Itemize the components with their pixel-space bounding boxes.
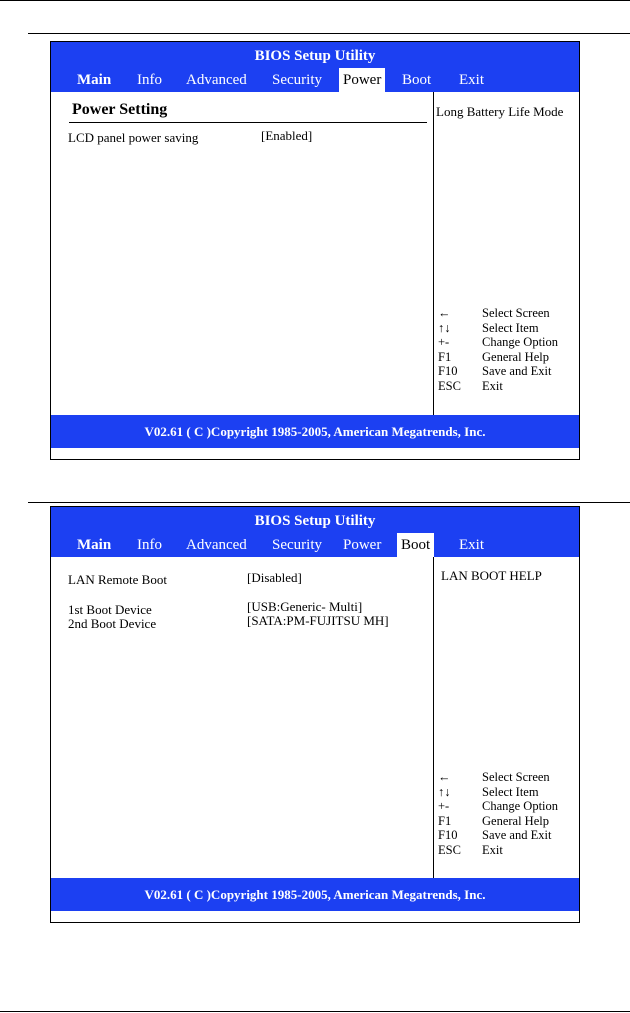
key-desc: Exit <box>482 378 503 393</box>
setting-label: 2nd Boot Device <box>68 616 157 631</box>
key-legend <box>438 770 558 858</box>
tab-main[interactable]: Main <box>77 537 112 553</box>
menu-bar <box>51 68 579 92</box>
key-desc: General Help <box>482 349 549 364</box>
key-esc: ESC <box>438 378 461 393</box>
key-desc: Save and Exit <box>482 364 552 379</box>
tab-security[interactable]: Security <box>272 537 322 553</box>
key-desc: Select Screen <box>482 306 550 320</box>
key-f1: F1 <box>438 349 452 364</box>
setting-value[interactable]: [Enabled] <box>261 128 313 143</box>
key-plus-minus: +- <box>438 335 450 350</box>
key-desc: Save and Exit <box>482 828 552 843</box>
menu-bar <box>51 533 579 557</box>
key-desc: General Help <box>482 813 549 828</box>
key-plus-minus: +- <box>438 799 450 814</box>
section-underline <box>69 122 427 123</box>
key-desc: Change Option <box>482 335 559 350</box>
content-area <box>51 557 579 878</box>
left-arrow-icon: ← <box>438 306 451 320</box>
tab-info[interactable]: Info <box>137 537 162 553</box>
key-esc: ESC <box>438 842 461 857</box>
section-title: Power Setting <box>72 101 168 118</box>
help-divider <box>433 557 434 878</box>
section-rule-1 <box>28 33 630 34</box>
setting-value[interactable]: [Disabled] <box>247 570 302 585</box>
key-legend <box>438 306 558 394</box>
key-desc: Select Item <box>482 784 539 799</box>
setting-label: LCD panel power saving <box>68 130 199 145</box>
setting-label: LAN Remote Boot <box>68 572 167 587</box>
help-text: LAN BOOT HELP <box>441 568 542 583</box>
tab-info[interactable]: Info <box>137 72 162 88</box>
tab-power[interactable]: Power <box>343 537 382 553</box>
page-bottom-rule <box>0 1011 630 1012</box>
key-f10: F10 <box>438 828 458 843</box>
tab-boot[interactable]: Boot <box>402 72 432 88</box>
page-top-rule <box>0 0 630 1</box>
copyright-footer: V02.61 ( C )Copyright 1985-2005, American Megatrends, Inc. <box>51 415 579 448</box>
bios-screen-power <box>50 41 580 460</box>
tab-exit[interactable]: Exit <box>459 537 484 553</box>
bios-screen-boot <box>50 506 580 923</box>
tab-security[interactable]: Security <box>272 72 322 88</box>
content-area <box>51 92 579 415</box>
key-f1: F1 <box>438 813 452 828</box>
section-rule-2 <box>28 502 630 503</box>
key-desc: Select Item <box>482 320 539 335</box>
setting-label: 1st Boot Device <box>68 602 152 617</box>
tab-exit[interactable]: Exit <box>459 72 484 88</box>
copyright-footer: V02.61 ( C )Copyright 1985-2005, American Megatrends, Inc. <box>51 878 579 911</box>
help-divider <box>433 92 434 415</box>
up-down-arrow-icon: ↑↓ <box>438 784 451 799</box>
bios-title: BIOS Setup Utility <box>51 507 579 533</box>
key-desc: Select Screen <box>482 770 550 784</box>
up-down-arrow-icon: ↑↓ <box>438 320 451 335</box>
help-text: Long Battery Life Mode <box>436 104 564 119</box>
tab-advanced[interactable]: Advanced <box>186 72 247 88</box>
left-arrow-icon: ← <box>438 770 451 784</box>
key-desc: Change Option <box>482 799 559 814</box>
tab-advanced[interactable]: Advanced <box>186 537 247 553</box>
tab-power[interactable]: Power <box>339 68 385 92</box>
setting-value[interactable]: [USB:Generic- Multi] <box>247 599 363 614</box>
tab-boot[interactable]: Boot <box>397 533 434 557</box>
key-desc: Exit <box>482 842 503 857</box>
tab-main[interactable]: Main <box>77 72 112 88</box>
bios-title: BIOS Setup Utility <box>51 42 579 68</box>
key-f10: F10 <box>438 364 458 379</box>
setting-value[interactable]: [SATA:PM-FUJITSU MH] <box>247 613 389 628</box>
